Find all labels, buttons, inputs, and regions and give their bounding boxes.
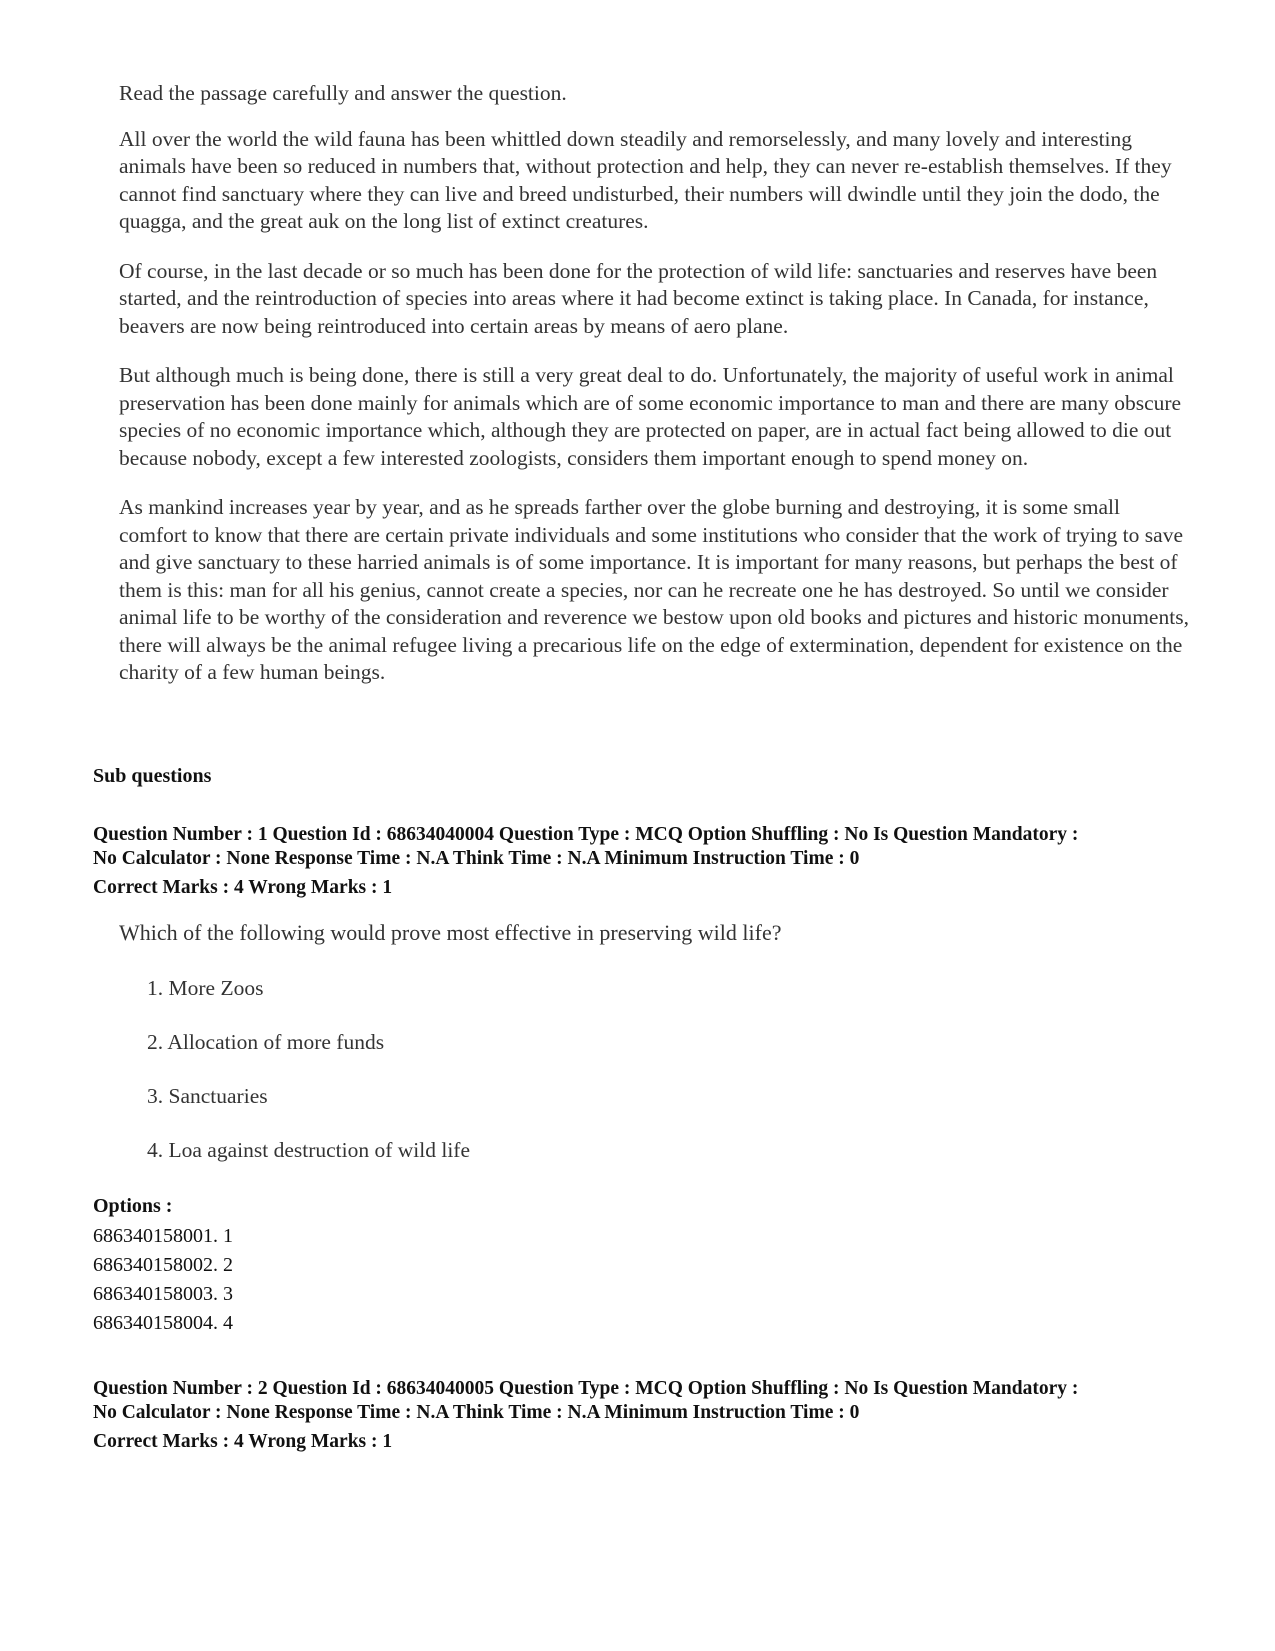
question-1-option-2: 686340158002. 2 <box>93 1254 233 1276</box>
passage-instruction: Read the passage carefully and answer the question. <box>119 81 567 105</box>
passage <box>119 80 1189 709</box>
question-1-meta <box>93 823 1203 900</box>
passage-paragraph-3: But although much is being done, there is still a very great deal to do. Unfortunately, the majority of useful work in animal preservation has been done mainly for animals which are of some economic importance to man and there are many obscure species of no economic importance which, although they are protected on paper, are in actual fact being allowed to die out because nobody, except a few interested zoologists, considers them important enough to spend money on. <box>119 363 1182 470</box>
question-1-meta-line-2: No Calculator : None Response Time : N.A Think Time : N.A Minimum Instruction Time : 0 <box>93 848 860 869</box>
question-1-option-4: 686340158004. 4 <box>93 1312 233 1334</box>
question-1-choice-4: 4. Loa against destruction of wild life <box>147 1138 471 1162</box>
question-1-options <box>93 1222 233 1338</box>
question-1-choice-2: 2. Allocation of more funds <box>147 1030 385 1054</box>
question-1-choice-1: 1. More Zoos <box>147 976 264 1000</box>
question-1-text: Which of the following would prove most effective in preserving wild life? <box>119 920 782 945</box>
question-1-marks: Correct Marks : 4 Wrong Marks : 1 <box>93 877 393 898</box>
question-2-meta-line-2: No Calculator : None Response Time : N.A Think Time : N.A Minimum Instruction Time : 0 <box>93 1402 860 1423</box>
question-2-meta <box>93 1377 1203 1454</box>
question-1-options-label: Options : <box>93 1195 173 1217</box>
sub-questions-heading: Sub questions <box>93 765 212 787</box>
question-1-choice-3: 3. Sanctuaries <box>147 1084 268 1108</box>
question-1-option-1: 686340158001. 1 <box>93 1225 233 1247</box>
question-1-meta-line-1: Question Number : 1 Question Id : 68634040004 Question Type : MCQ Option Shuffling : No Is Question Mandatory : <box>93 824 1079 845</box>
question-2-marks: Correct Marks : 4 Wrong Marks : 1 <box>93 1431 393 1452</box>
question-1-option-3: 686340158003. 3 <box>93 1283 233 1305</box>
question-1-choices <box>147 974 470 1190</box>
passage-paragraph-4: As mankind increases year by year, and as he spreads farther over the globe burning and destroying, it is some small comfort to know that there are certain private individuals and some institutions who consider that the work of trying to save and give sanctuary to these harried animals is of some importance. It is important for many reasons, but perhaps the best of them is this: man for all his genius, cannot create a species, nor can he recreate one he has destroyed. So until we consider animal life to be worthy of the consideration and reverence we bestow upon old books and pictures and historic monuments, there will always be the animal refugee living a precarious life on the edge of extermination, dependent for existence on the charity of a few human beings. <box>119 495 1189 684</box>
question-2-meta-line-1: Question Number : 2 Question Id : 68634040005 Question Type : MCQ Option Shuffling : No Is Question Mandatory : <box>93 1378 1079 1399</box>
passage-paragraph-2: Of course, in the last decade or so much has been done for the protection of wild life: sanctuaries and reserves have been started, and the reintroduction of species into areas where it had become extinct is taking place. In Canada, for instance, beavers are now being reintroduced into certain areas by means of aero plane. <box>119 258 1158 338</box>
passage-paragraph-1: All over the world the wild fauna has been whittled down steadily and remorselessly, and many lovely and interesting animals have been so reduced in numbers that, without protection and help, they can never re-establish themselves. If they cannot find sanctuary where they can live and breed undisturbed, their numbers will dwindle until they join the dodo, the quagga, and the great auk on the long list of extinct creatures. <box>119 126 1172 233</box>
